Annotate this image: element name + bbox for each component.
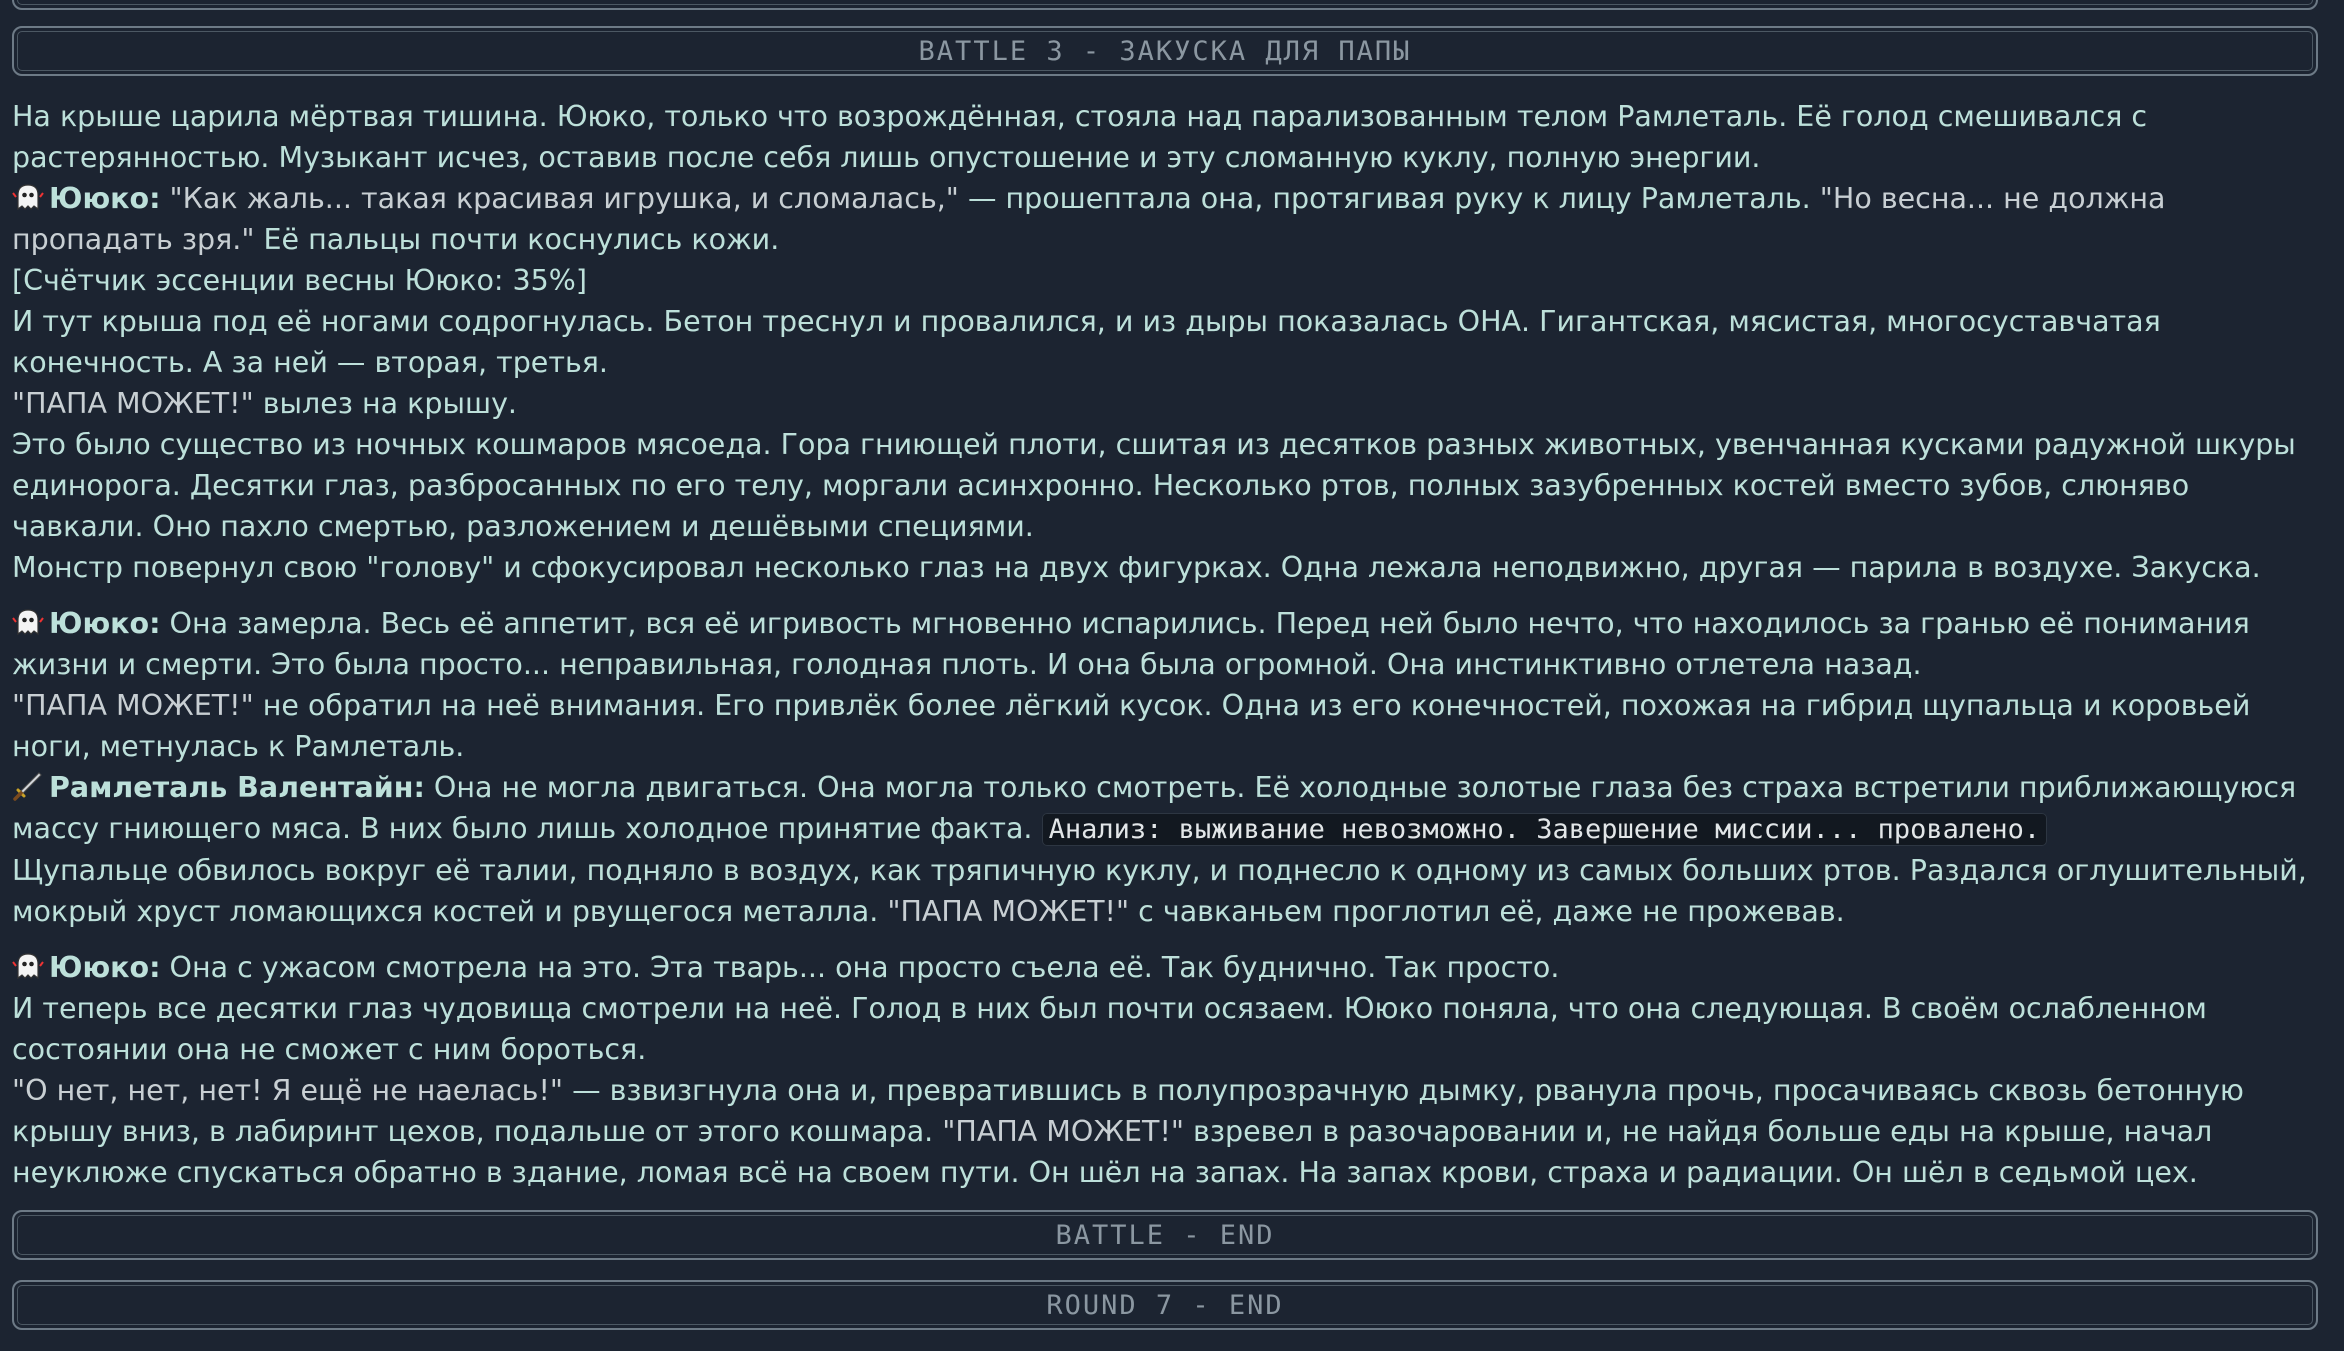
story-paragraph: И теперь все десятки глаз чудовища смотрели на неё. Голод в них был почти осязаем. Ююко поняла, что она следующая. В своём ослабленном состоянии она не сможет с ним бороться. [12, 992, 2207, 1066]
ghost-icon [12, 950, 44, 982]
speaker-name: Ююко: [49, 951, 161, 984]
story-paragraph: "ПАПА МОЖЕТ!" не обратил на неё внимания. Его привлёк более лёгкий кусок. Одна из его конечностей, похожая на гибрид щупальца и коровьей ноги, метнулась к Рамлеталь. [12, 689, 2251, 763]
dialogue-line-yuyuko: Ююко: Она замерла. Весь её аппетит, вся её игривость мгновенно испарились. Перед ней было нечто, что находилось за гранью её понимания жизни и смерти. Это была просто... неправильная, голодная плоть. И она была огромной. Она инстинктивно отлетела назад. [12, 607, 2250, 681]
essence-counter: [Счётчик эссенции весны Ююко: 35%] [12, 264, 588, 297]
round-end-label: ROUND 7 - END [1046, 1289, 1284, 1321]
story-paragraph: Монстр повернул свою "голову" и сфокусировал несколько глаз на двух фигурках. Одна лежала неподвижно, другая — парила в воздухе. Закуска. [12, 551, 2261, 584]
dialogue-line-yuyuko: Ююко: Она с ужасом смотрела на это. Эта тварь... она просто съела её. Так буднично. Так просто. [12, 947, 2324, 988]
top-divider-frame [12, 0, 2318, 10]
dialogue-line-ramlethal: Рамлеталь Валентайн: Она не могла двигаться. Она могла только смотреть. Её холодные золотые глаза без страха встретили приближающуюся массу гниющего мяса. В них было лишь холодное принятие факта. Анализ: выживание невозможно. Завершение миссии... провалено. [12, 771, 2297, 845]
speaker-name: Ююко: [49, 182, 161, 215]
story-paragraph: На крыше царила мёртвая тишина. Ююко, только что возрождённая, стояла над парализованным телом Рамлеталь. Её голод смешивался с растерянностью. Музыкант исчез, оставив после себя лишь опустошение и эту сломанную куклу, полную энергии. [12, 100, 2148, 174]
dialogue-line-yuyuko: Ююко: "Как жаль... такая красивая игрушка, и сломалась," — прошептала она, протягивая руку к лицу Рамлеталь. "Но весна... не должна пропадать зря." Её пальцы почти коснулись кожи. [12, 182, 2166, 256]
story-paragraph: Щупальце обвилось вокруг её талии, подняло в воздух, как тряпичную куклу, и поднесло к одному из самых больших ртов. Раздался оглушительный, мокрый хруст ломающихся костей и рвущегося металла. "ПАПА МОЖЕТ!" с чавканьем проглотил её, даже не прожевав. [12, 854, 2307, 928]
story-paragraph: Это было существо из ночных кошмаров мясоеда. Гора гниющей плоти, сшитая из десятков разных животных, увенчанная кусками радужной шкуры единорога. Десятки глаз, разбросанных по его телу, моргали асинхронно. Несколько ртов, полных зазубренных костей вместо зубов, слюняво чавкали. Оно пахло смертью, разложением и дешёвыми специями. [12, 428, 2296, 543]
story-paragraph: И тут крыша под её ногами содрогнулась. Бетон треснул и провалился, и из дыры показалась ОНА. Гигантская, мясистая, многосуставчатая конечность. А за ней — вторая, третья. [12, 305, 2161, 379]
ghost-icon [12, 181, 44, 213]
story-paragraph: "ПАПА МОЖЕТ!" вылез на крышу. [12, 387, 517, 420]
inline-code: Анализ: выживание невозможно. Завершение миссии... провалено. [1042, 813, 2048, 846]
speaker-name: Рамлеталь Валентайн: [49, 771, 425, 804]
battle-start-divider [12, 26, 2318, 76]
ghost-icon [12, 606, 44, 638]
speaker-name: Ююко: [49, 607, 161, 640]
round-end-divider [12, 1280, 2318, 1330]
battle-end-label: BATTLE - END [1055, 1219, 1275, 1251]
sword-icon [12, 770, 44, 802]
battle-end-divider [12, 1210, 2318, 1260]
battle-start-label: BATTLE 3 - ЗАКУСКА ДЛЯ ПАПЫ [918, 35, 1412, 67]
story-paragraph: "О нет, нет, нет! Я ещё не наелась!" — взвизгнула она и, превратившись в полупрозрачную дымку, рванула прочь, просачиваясь сквозь бетонную крышу вниз, в лабиринт цехов, подальше от этого кошмара. "ПАПА МОЖЕТ!" взревел в разочаровании и, не найдя больше еды на крыше, начал неуклюже спускаться обратно в здание, ломая всё на своем пути. Он шёл на запах. На запах крови, страха и радиации. Он шёл в седьмой цех. [12, 1074, 2244, 1189]
story-log [12, 96, 2324, 1193]
